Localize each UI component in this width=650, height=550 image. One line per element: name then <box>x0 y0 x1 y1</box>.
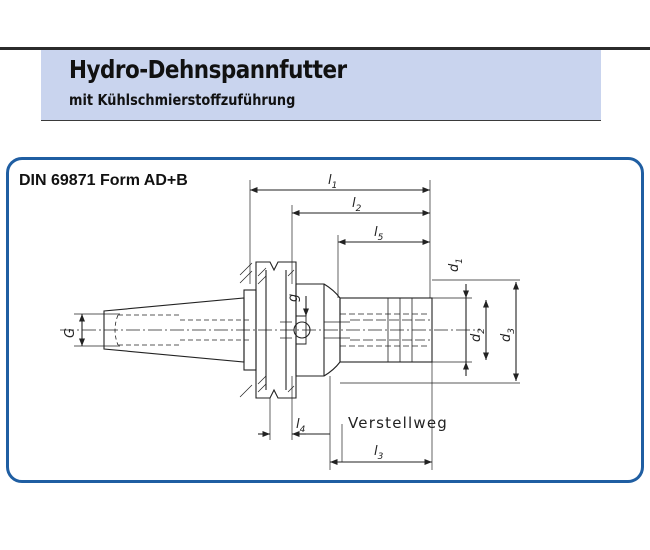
label-d3: $d_3$ <box>499 328 517 342</box>
form-label: DIN 69871 Form AD+B <box>19 172 188 189</box>
label-l4: $l_4$ <box>296 417 306 435</box>
label-d1: $d_1$ <box>447 258 465 272</box>
label-verstellweg: Verstellweg <box>348 414 448 432</box>
label-G: G <box>63 327 78 338</box>
label-l3: $l_3$ <box>374 444 384 462</box>
label-d2: $d_2$ <box>469 328 487 342</box>
label-l2: $l_2$ <box>352 196 362 214</box>
label-l1: $l_1$ <box>328 173 338 191</box>
label-g: g <box>286 293 301 302</box>
page-title: Hydro-Dehnspannfutter <box>69 55 347 84</box>
page-subtitle: mit Kühlschmierstoffzuführung <box>69 91 296 109</box>
label-l5: $l_5$ <box>374 225 384 243</box>
